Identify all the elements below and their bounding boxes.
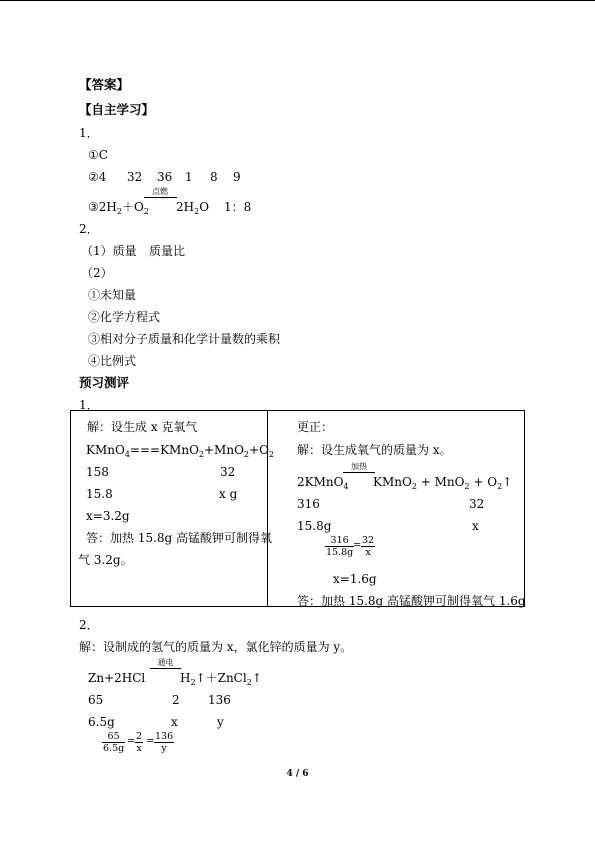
right-condition-bar	[343, 472, 375, 473]
q2-item-3: ③相对分子质量和化学计量数的乘积	[88, 332, 281, 346]
q1-number: 1．	[79, 126, 99, 140]
left-given-1: 15.8	[86, 487, 113, 501]
left-mass-1: 158	[86, 465, 109, 479]
p2-equation-reactants: Zn+2HCl	[88, 671, 146, 685]
p2-fraction-3-numerator: 136	[155, 731, 174, 742]
right-fraction-2-numerator: 32	[362, 535, 375, 546]
q2-number: 2．	[79, 222, 99, 236]
right-equation-products: KMnO$_2$ + $MnO_2 + O_2↑$	[373, 475, 513, 491]
p2-condition-label: 通电	[157, 658, 174, 667]
right-mass-2: 32	[469, 497, 485, 511]
q1-item-c-ratio: 1：8	[224, 200, 252, 214]
right-equation-reactant: 2KMnO$_4$	[297, 475, 349, 491]
q1-condition-label: 点燃	[152, 187, 168, 196]
q2-item-4: ④比例式	[88, 354, 137, 368]
p2-equals-1: =	[127, 736, 136, 747]
left-given-2: x g	[219, 487, 238, 501]
p1-number: 1．	[79, 398, 99, 412]
p2-fraction-1-numerator: 65	[102, 731, 125, 743]
p2-fraction-2	[135, 731, 143, 754]
left-answer-line-1: 答：加热 15.8g 高锰酸钾可制得氧	[86, 531, 273, 545]
p2-fraction-3	[154, 731, 174, 754]
left-solution-intro: 解：设生成 x 克氧气	[87, 420, 198, 434]
q1-condition-bar	[144, 197, 177, 198]
q1-b-value-0: ②4	[88, 170, 107, 184]
p2-mass-1: 65	[88, 693, 104, 707]
right-fraction-equals: =	[353, 540, 362, 551]
q1-item-c-product: $2H_2O$	[176, 200, 210, 216]
left-answer-line-2: 气 3.2g。	[78, 553, 133, 567]
q2-part1-b: 质量比	[149, 244, 186, 258]
p2-condition-bar	[150, 668, 181, 669]
p2-fraction-1	[102, 731, 125, 754]
right-given-1: 15.8g	[297, 519, 332, 533]
q1-item-a: ①C	[88, 148, 108, 162]
page-top-rule	[0, 0, 595, 1]
p2-mass-2: 2	[172, 693, 180, 707]
p2-fraction-2-denominator: x	[136, 743, 142, 754]
left-result: x=3.2g	[86, 509, 130, 523]
p2-given-2: x	[171, 715, 178, 729]
right-fraction-2	[361, 535, 375, 558]
q2-part1: （1）质量	[81, 244, 137, 258]
left-mass-2: 32	[220, 465, 236, 479]
p2-equals-2: =	[146, 736, 155, 747]
p2-mass-3: 136	[208, 693, 231, 707]
p2-given-3: y	[217, 715, 224, 729]
table-divider	[267, 411, 268, 606]
right-fraction-2-denominator: x	[365, 547, 371, 558]
p2-fraction-2-numerator: 2	[136, 731, 143, 742]
q1-b-value-4: 8	[210, 170, 218, 184]
p2-number: 2．	[79, 618, 99, 632]
q1-b-value-5: 9	[233, 170, 241, 184]
q1-item-c-reactants: $③2H_2+O_2$	[88, 200, 149, 216]
p2-solution-intro: 解：设制成的氢气的质量为 x，氯化锌的质量为 y。	[79, 640, 353, 654]
self-study-heading: 【自主学习】	[79, 102, 155, 117]
answer-heading: 【答案】	[79, 77, 130, 92]
q1-b-value-1: 32	[127, 170, 143, 184]
p2-fraction-1-denominator: 6.5g	[103, 743, 125, 754]
right-answer: 答：加热 15.8g 高锰酸钾可制得氧气 1.6g	[297, 594, 526, 608]
right-given-2: x	[472, 519, 479, 533]
right-condition-label: 加热	[351, 462, 367, 471]
p2-given-1: 6.5g	[88, 715, 115, 729]
right-fraction-1-numerator: 316	[325, 535, 354, 547]
left-equation: $KMnO_4===KMnO_2+MnO_2+O_2$	[86, 443, 275, 459]
preview-heading: 预习测评	[79, 375, 130, 390]
q2-part2: （2）	[81, 266, 113, 280]
right-mass-1: 316	[297, 497, 320, 511]
right-correction-title: 更正：	[297, 420, 334, 434]
p2-equation-products: $H_2↑+ZnCl_2↑$	[180, 671, 262, 687]
q2-item-1: ①未知量	[88, 288, 137, 302]
right-solution-intro: 解：设生成氧气的质量为 x。	[297, 443, 452, 457]
page-number: 4 / 6	[286, 769, 309, 779]
right-fraction-1-denominator: 15.8g	[326, 547, 354, 558]
q1-b-value-3: 1	[185, 170, 193, 184]
q2-item-2: ②化学方程式	[88, 310, 161, 324]
right-result: x=1.6g	[333, 572, 377, 586]
q1-b-value-2: 36	[157, 170, 173, 184]
p2-fraction-3-denominator: y	[161, 743, 167, 754]
right-fraction-1	[325, 535, 354, 558]
